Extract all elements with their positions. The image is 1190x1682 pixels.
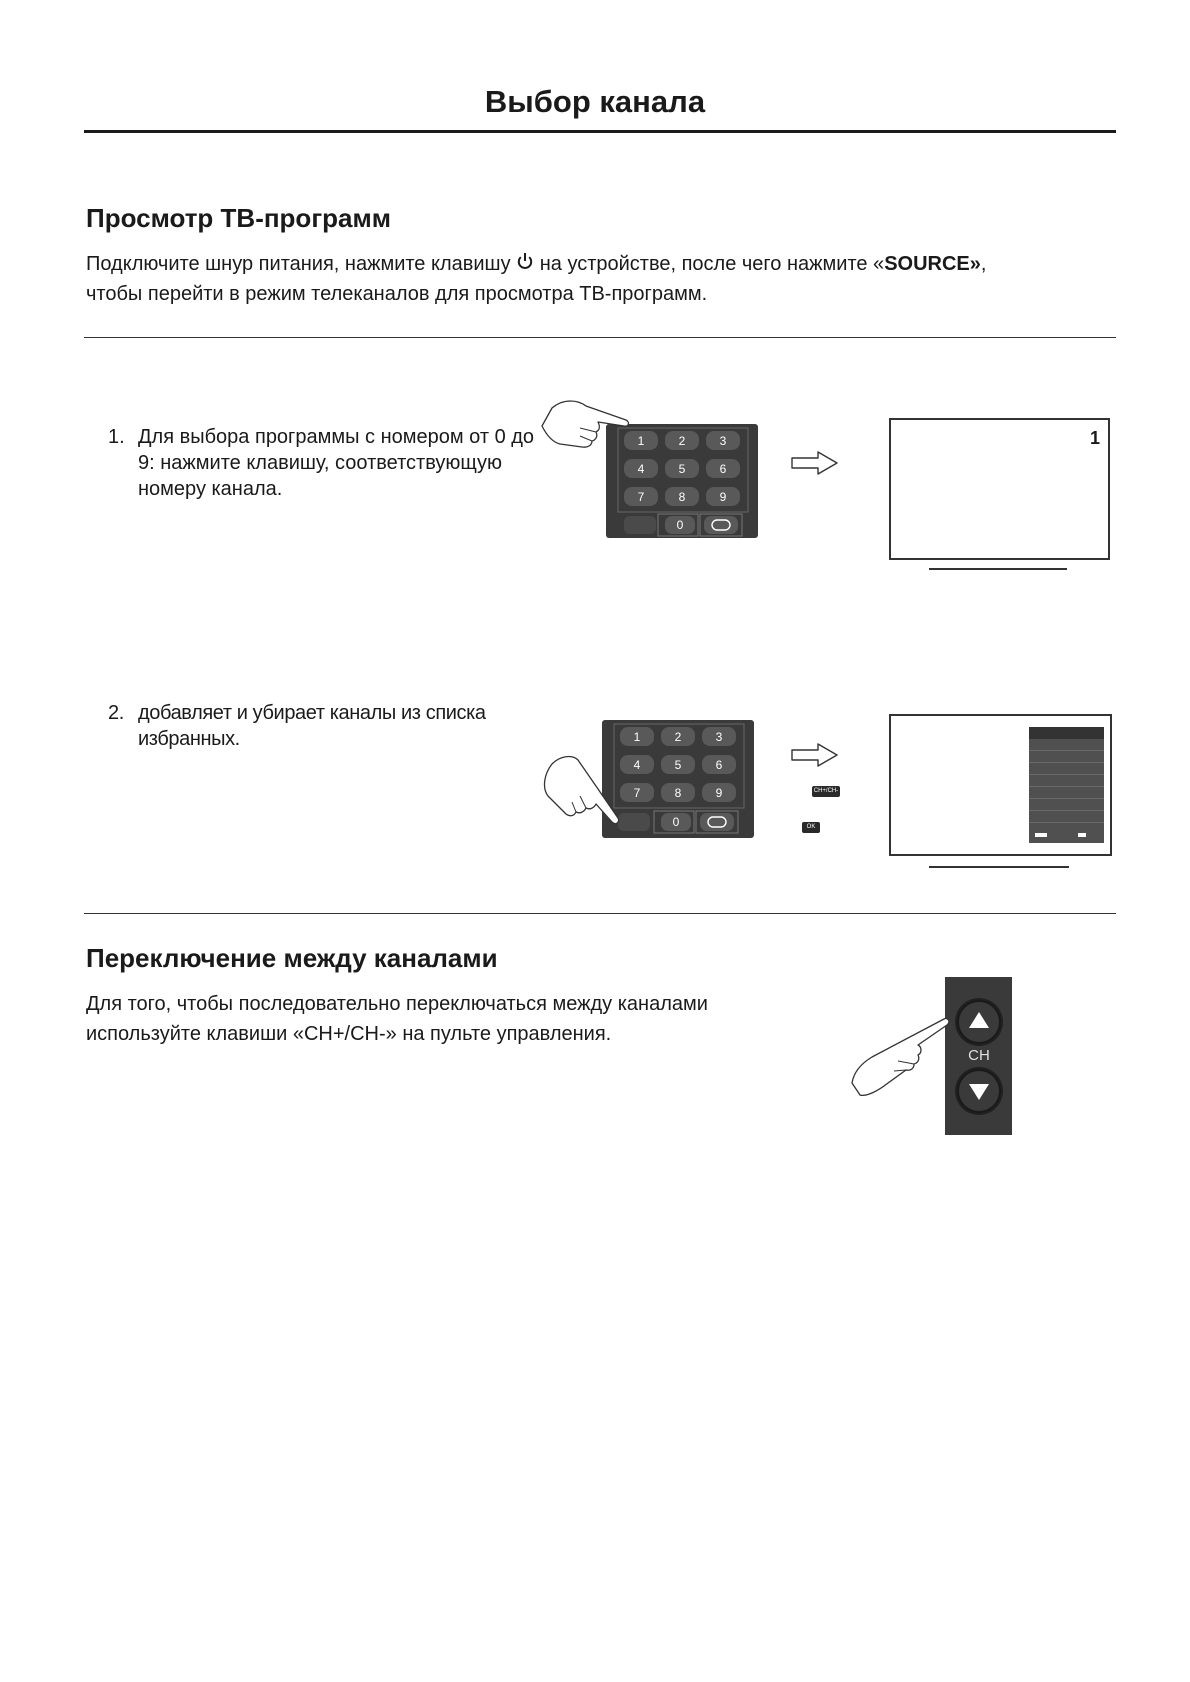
title-rule [84, 130, 1116, 133]
arrow-right-icon [790, 450, 840, 476]
power-icon [516, 252, 534, 272]
hand-pointer-icon [852, 1019, 949, 1096]
key-2: 2 [674, 730, 682, 744]
arrow-right-icon [790, 742, 840, 768]
section2-rule [84, 913, 1116, 914]
tv-stand-2 [929, 866, 1069, 868]
channel-number: 1 [1089, 428, 1100, 448]
tv-stand-1 [929, 568, 1067, 570]
key-1: 1 [633, 730, 641, 744]
section1-text-b: на устройстве, после чего нажмите « [534, 253, 885, 275]
keypad-illustration-1 [540, 398, 762, 542]
key-5: 5 [674, 758, 682, 772]
key-8: 8 [678, 490, 686, 504]
keypad-illustration-2 [540, 718, 762, 844]
key-0: 0 [672, 815, 680, 829]
step-2-number: 2. [108, 702, 124, 724]
section1-text-a: Подключите шнур питания, нажмите клавишу [86, 253, 517, 275]
key-1: 1 [637, 434, 645, 448]
key-9: 9 [719, 490, 727, 504]
section2-text-line1: Для того, чтобы последовательно переключаться между каналами [86, 993, 708, 1015]
section1-rule [84, 337, 1116, 338]
page-title: Выбор канала [484, 84, 706, 119]
key-3: 3 [715, 730, 723, 744]
tv-screen-2 [889, 714, 1112, 856]
key-2: 2 [678, 434, 686, 448]
step-1 [108, 424, 548, 502]
step-1-text: Для выбора программы с номером от 0 до 9: нажмите клавишу, соответствующую номеру канала. [138, 426, 535, 500]
key-6: 6 [715, 758, 723, 772]
section1-text-line2: чтобы перейти в режим телеканалов для просмотра ТВ-программ. [86, 283, 708, 305]
key-5: 5 [678, 462, 686, 476]
section-heading-tv: Просмотр ТВ-программ [86, 203, 391, 233]
key-6: 6 [719, 462, 727, 476]
step-2 [108, 700, 538, 752]
section2-paragraph [86, 989, 846, 1049]
step-1-number: 1. [108, 426, 125, 448]
source-key-label: SOURCE» [884, 253, 981, 275]
key-7: 7 [633, 786, 641, 800]
ok-key-tag: OK [802, 822, 820, 833]
key-4: 4 [637, 462, 645, 476]
key-0: 0 [676, 518, 684, 532]
ch-remote-illustration [848, 975, 1016, 1137]
section1-paragraph [86, 249, 1126, 309]
tv-screen-1 [889, 418, 1110, 560]
favorites-list-panel [1029, 727, 1104, 843]
key-4: 4 [633, 758, 641, 772]
key-9: 9 [715, 786, 723, 800]
section2-text-line2: используйте клавиши «CH+/CH-» на пульте управления. [86, 1023, 612, 1045]
section-heading-switch: Переключение между каналами [86, 943, 498, 973]
key-8: 8 [674, 786, 682, 800]
ch-key-tag: CH+/CH- [812, 786, 840, 797]
key-7: 7 [637, 490, 645, 504]
section1-text-c: , [980, 253, 987, 275]
key-3: 3 [719, 434, 727, 448]
ch-label: CH [968, 1047, 990, 1064]
step-2-text: добавляет и убирает каналы из списка избранных. [138, 702, 486, 750]
